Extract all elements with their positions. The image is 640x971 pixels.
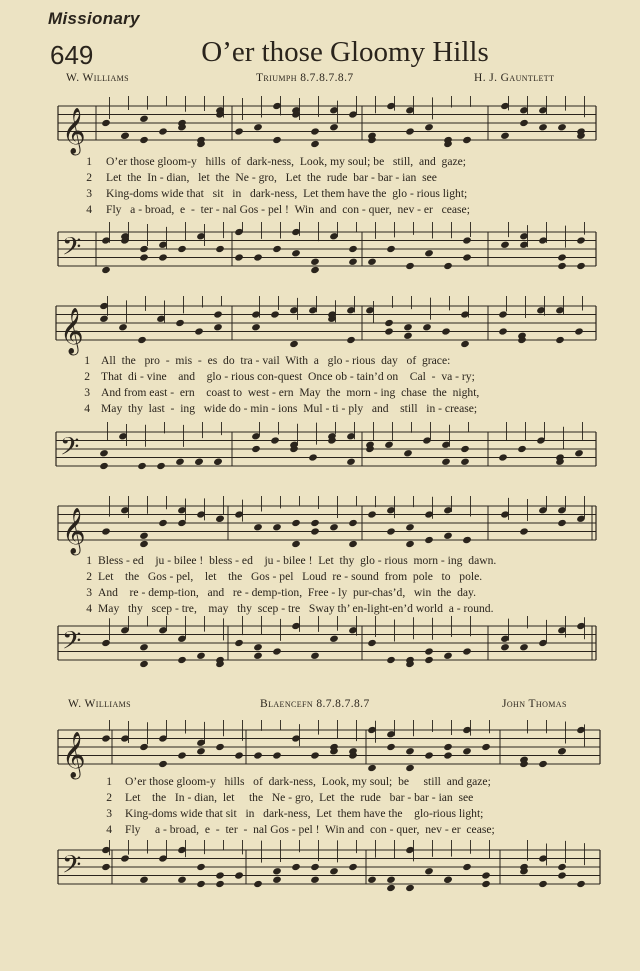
verse-number: 1 [86,554,92,567]
lyric-line: Let the Gos - pel, let the Gos - pel Loud re - sound from pole to pole. [98,570,483,583]
lyric-line: King-doms wide that sit in dark-ness, Let them have the glo-rious light; [125,807,484,820]
system4-treble-staff [0,720,640,780]
system1-bass-staff [0,222,640,282]
system3-treble-staff [0,496,640,556]
lyric-line: King-doms wide that sit in dark-ness, Let them have the glo - rious light; [106,187,468,200]
system2-bass-staff [0,422,640,482]
verse-number: 1 [86,155,92,168]
verse-number: 4 [86,602,92,615]
verse-number: 3 [106,807,112,820]
verse-number: 4 [106,823,112,836]
svg-text:𝄞: 𝄞 [60,308,84,354]
tune2-author: W. Williams [68,698,132,710]
lyric-line: And from east - ern coast to west - ern May the morn - ing chase the night, [101,386,480,399]
svg-text:𝄢: 𝄢 [62,626,82,662]
lyric-line: O’er those gloom-y hills of dark-ness, Look, my soul; be still, and gaze; [106,155,466,168]
lyric-line: Fly a - broad, e - ter - nal Gos - pel ! Win and con - quer, nev - er cease; [125,823,495,836]
system2-treble-staff [0,296,640,356]
lyric-line: May thy last - ing wide do - min - ions Mul - ti - ply and still in - crease; [101,402,478,415]
verse-number: 1 [106,775,112,788]
lyric-line: That di - vine and glo - rious con-quest Once ob - tain’d on Cal - va - ry; [101,370,475,383]
tune1-tune-name: Triumph 8.7.8.7.8.7 [256,72,354,84]
tune1-author: W. Williams [66,72,130,84]
section-label: Missionary [48,9,140,28]
svg-text:𝄞: 𝄞 [62,108,86,154]
verse-number: 2 [84,370,90,383]
verse-number: 3 [84,386,90,399]
verse-number: 2 [106,791,112,804]
verse-number: 4 [84,402,90,415]
system3-bass-staff [0,616,640,676]
system4-bass-staff [0,840,640,900]
verse-number: 3 [86,586,92,599]
svg-text:𝄢: 𝄢 [62,232,82,268]
lyric-line: All the pro - mis - es do tra - vail With a glo - rious day of grace: [101,354,451,367]
hymn-title: O’er those Gloomy Hills [201,36,489,68]
tune2-composer: John Thomas [502,698,567,710]
lyric-line: Let the In - dian, let the Ne - gro, Let the rude bar - bar - ian see [106,171,437,184]
svg-text:𝄞: 𝄞 [62,732,86,778]
verse-number: 2 [86,171,92,184]
verse-number: 4 [86,203,92,216]
hymn-number: 649 [50,40,94,70]
lyric-line: O’er those gloom-y hills of dark-ness, Look, my soul; be still and gaze; [125,775,491,788]
svg-text:𝄢: 𝄢 [60,432,80,468]
verse-number: 3 [86,187,92,200]
svg-text:𝄞: 𝄞 [62,508,86,554]
lyric-line: May thy scep - tre, may thy scep - tre Sway th’ en-light-en’d world a - round. [98,602,494,615]
tune1-composer: H. J. Gauntlett [474,72,555,84]
verse-number: 2 [86,570,92,583]
svg-text:𝄢: 𝄢 [62,850,82,886]
verse-number: 1 [84,354,90,367]
lyric-line: Bless - ed ju - bilee ! bless - ed ju - bilee ! Let thy glo - rious morn - ing dawn. [98,554,497,567]
lyric-line: Let the In - dian, let the Ne - gro, Let the rude bar - bar - ian see [125,791,474,804]
tune2-tune-name: Blaencefn 8.7.8.7.8.7 [260,698,370,710]
lyric-line: Fly a - broad, e - ter - nal Gos - pel ! Win and con - quer, nev - er cease; [106,203,470,216]
lyric-line: And re - demp-tion, and re - demp-tion, Free - ly pur-chas’d, win the day. [98,586,476,599]
system1-treble-staff [0,96,640,156]
